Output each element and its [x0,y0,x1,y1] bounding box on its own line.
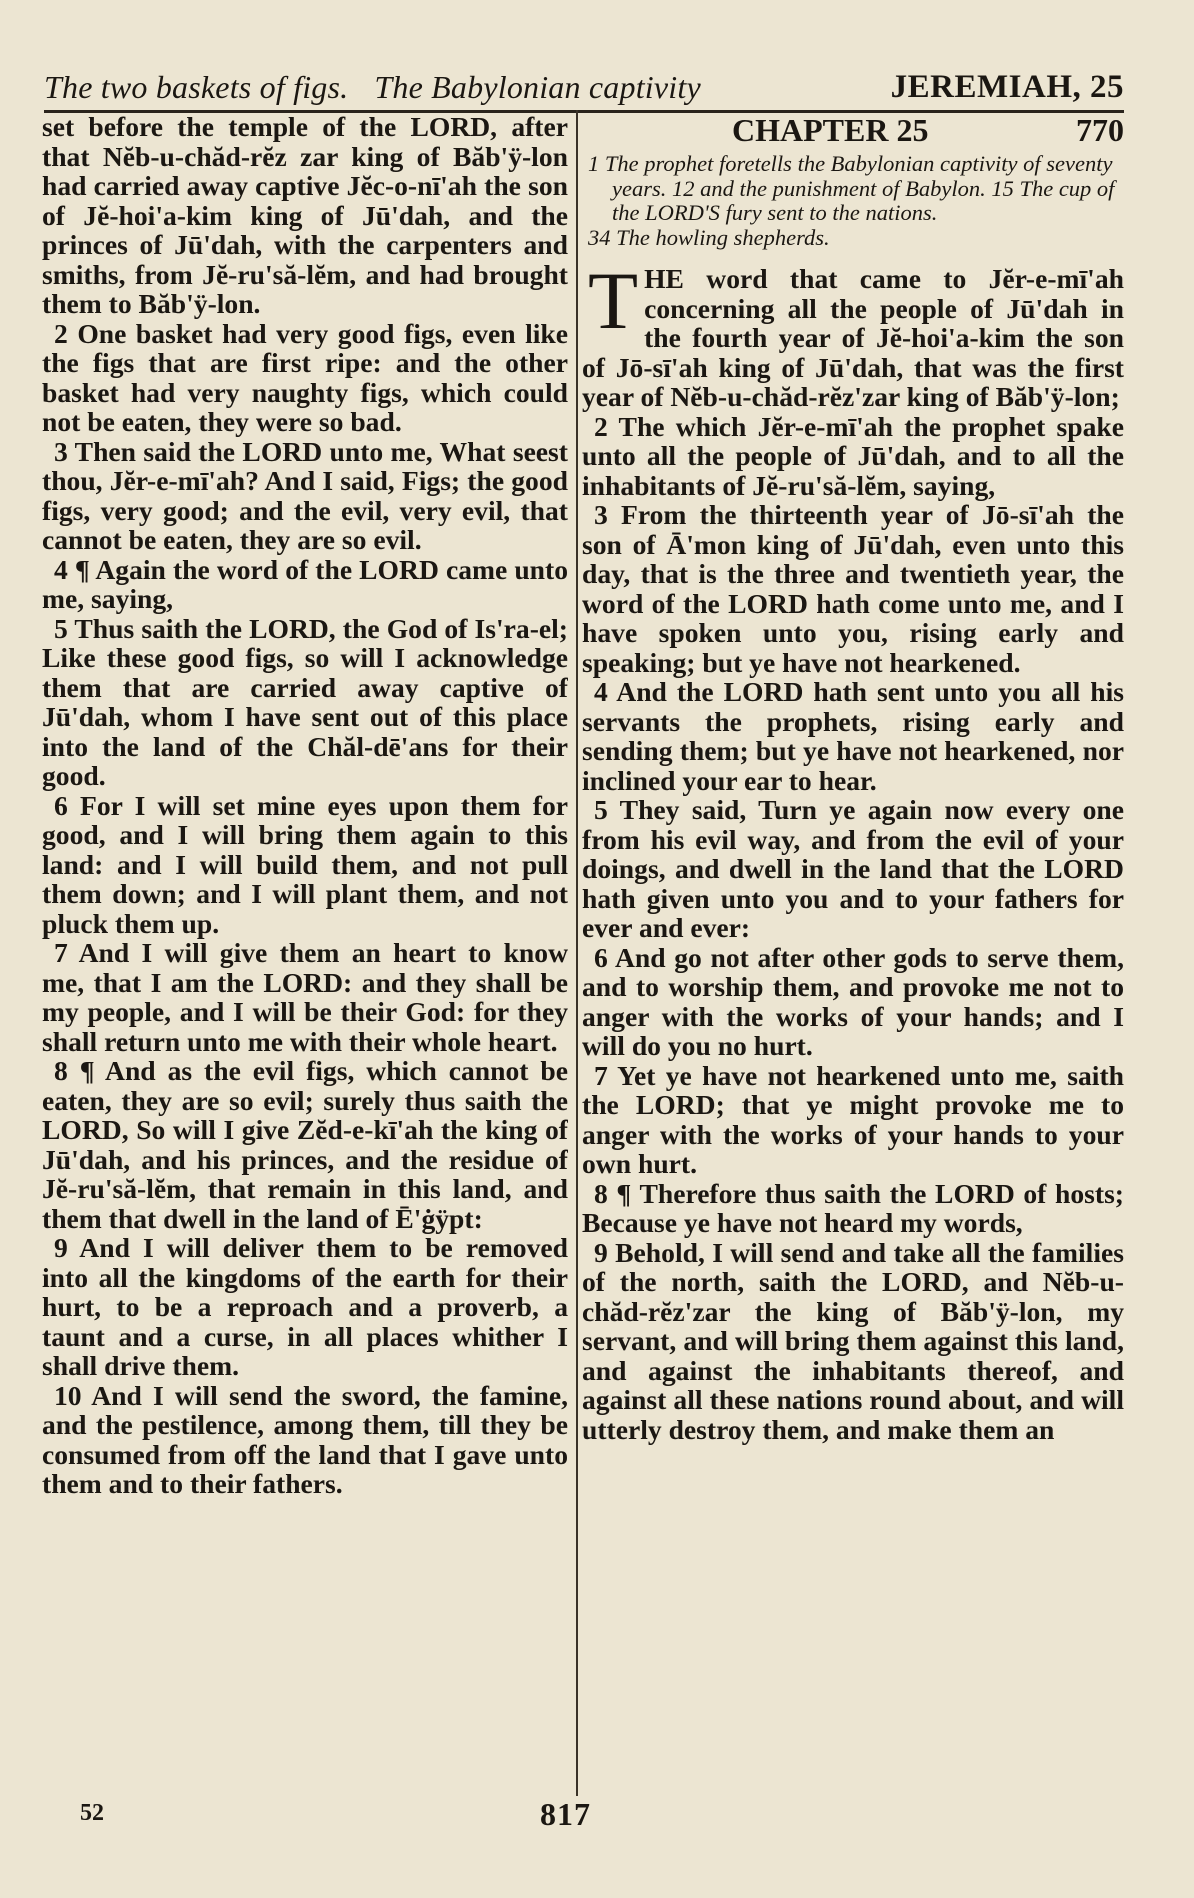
chapter-title: CHAPTER 25 [732,112,929,148]
page-footer [0,1796,1194,1840]
chapter-reference-number: 770 [1076,112,1124,148]
verse-1-text: HE word that came to Jĕr-e-mī'ah concerning all the people of Jū'dah in the fourth year of Jĕ-hoi'a-kim the son of Jō-sī'ah king of Jū'dah, that was the first year of Nĕb-u-chăd-rĕz'zar king of Băb'ÿ-lon; [582,263,1124,412]
right-column [582,112,1124,1792]
chapter-summary-line: 1 The prophet foretells the Babylonian captivity of seventy years. 12 and the punishment of Babylon. 15 The cup of the LORD'S fury sent to the nations. [588,151,1115,225]
verse-3: 3 Then said the LORD unto me, What seest thou, Jĕr-e-mī'ah? And I said, Figs; the good figs, very good; and the evil, very evil, that cannot be eaten, they are so evil. [42,435,568,555]
running-head-left [44,69,701,106]
running-head-book-chapter: JEREMIAH, 25 [890,69,1124,105]
verse-7: 7 And I will give them an heart to know me, that I am the LORD: and they shall be my people, and I will be their God: for they shall return unto me with their whole heart. [42,937,568,1057]
page-number: 817 [540,1796,591,1832]
verse-5: 5 They said, Turn ye again now every one from his evil way, and from the evil of your doings, and dwell in the land that the LORD hath given unto you and to your fathers for ever and ever: [582,794,1124,943]
verse-2: 2 One basket had very good figs, even like the figs that are first ripe: and the other basket had very naughty figs, which could not be eaten, they were so bad. [42,317,568,437]
verse-9: 9 Behold, I will send and take all the families of the north, saith the LORD, and Nĕb-u-chăd-rĕz'zar the king of Băb'ÿ-lon, my servant, and will bring them against this land, and against the inhabitants thereof, and against all these nations round about, and will utterly destroy them, and make them an [582,1236,1124,1445]
running-header [44,44,1124,113]
verse-4: 4 ¶ Again the word of the LORD came unto me, saying, [42,553,568,614]
verse-6: 6 And go not after other gods to serve them, and to worship them, and provoke me not to anger with the works of your hands; and I will do you no hurt. [582,941,1124,1061]
verse-8: 8 ¶ Therefore thus saith the LORD of hosts; Because ye have not heard my words, [582,1177,1124,1238]
verse-8: 8 ¶ And as the evil figs, which cannot be eaten, they are so evil; surely thus saith the LORD, So will I give Zĕd-e-kī'ah the king of Jū'dah, and his princes, and the residue of Jĕ-ru'să-lĕm, that remain in this land, and them that dwell in the land of Ē'ġÿpt: [42,1055,568,1234]
running-head-topic-captivity: The Babylonian captivity [374,69,701,105]
left-column [42,112,568,1792]
chapter-heading [582,112,1124,152]
verse-9: 9 And I will deliver them to be removed into all the kingdoms of the earth for their hurt, to be a reproach and a proverb, a taunt and a curse, in all places whither I shall drive them. [42,1232,568,1381]
drop-cap: T [588,255,639,346]
chapter-summary-line: 34 The howling shepherds. [588,224,830,250]
column-divider [576,110,578,1796]
verse-3: 3 From the thirteenth year of Jō-sī'ah the son of Ā'mon king of Jū'dah, even unto this day, that is the three and twentieth year, the word of the LORD hath come unto me, and I have spoken unto you, rising early and speaking; but ye have not hearkened. [582,499,1124,678]
verse-7: 7 Yet ye have not hearkened unto me, saith the LORD; that ye might provoke me to anger with the works of your hands to your own hurt. [582,1059,1124,1179]
verse-continuation: set before the temple of the LORD, after that Nĕb-u-chăd-rĕz zar king of Băb'ÿ-lon had carried away captive Jĕc-o-nī'ah the son of Jĕ-hoi'a-kim king of Jū'dah, and the princes of Jū'dah, with the carpenters and smiths, from Jĕ-ru'să-lĕm, and had brought them to Băb'ÿ-lon. [42,112,568,319]
verse-1 [582,255,1124,412]
verse-2: 2 The which Jĕr-e-mī'ah the prophet spake unto all the people of Jū'dah, and to all the inhabitants of Jĕ-ru'să-lĕm, saying, [582,410,1124,501]
running-head-topic-figs: The two baskets of figs. [44,69,349,105]
chapter-summary [582,152,1124,250]
verse-10: 10 And I will send the sword, the famine, and the pestilence, among them, till they be consumed from off the land that I gave unto them and to their fathers. [42,1379,568,1499]
signature-mark: 52 [80,1800,104,1826]
verse-5: 5 Thus saith the LORD, the God of Is'ra-el; Like these good figs, so will I acknowledge them that are carried away captive of Jū'dah, whom I have sent out of this place into the land of the Chăl-dē'ans for their good. [42,612,568,791]
verse-6: 6 For I will set mine eyes upon them for good, and I will bring them again to this land: and I will build them, and not pull them down; and I will plant them, and not pluck them up. [42,789,568,939]
verse-4: 4 And the LORD hath sent unto you all his servants the prophets, rising early and sending them; but ye have not hearkened, nor inclined your ear to hear. [582,676,1124,796]
